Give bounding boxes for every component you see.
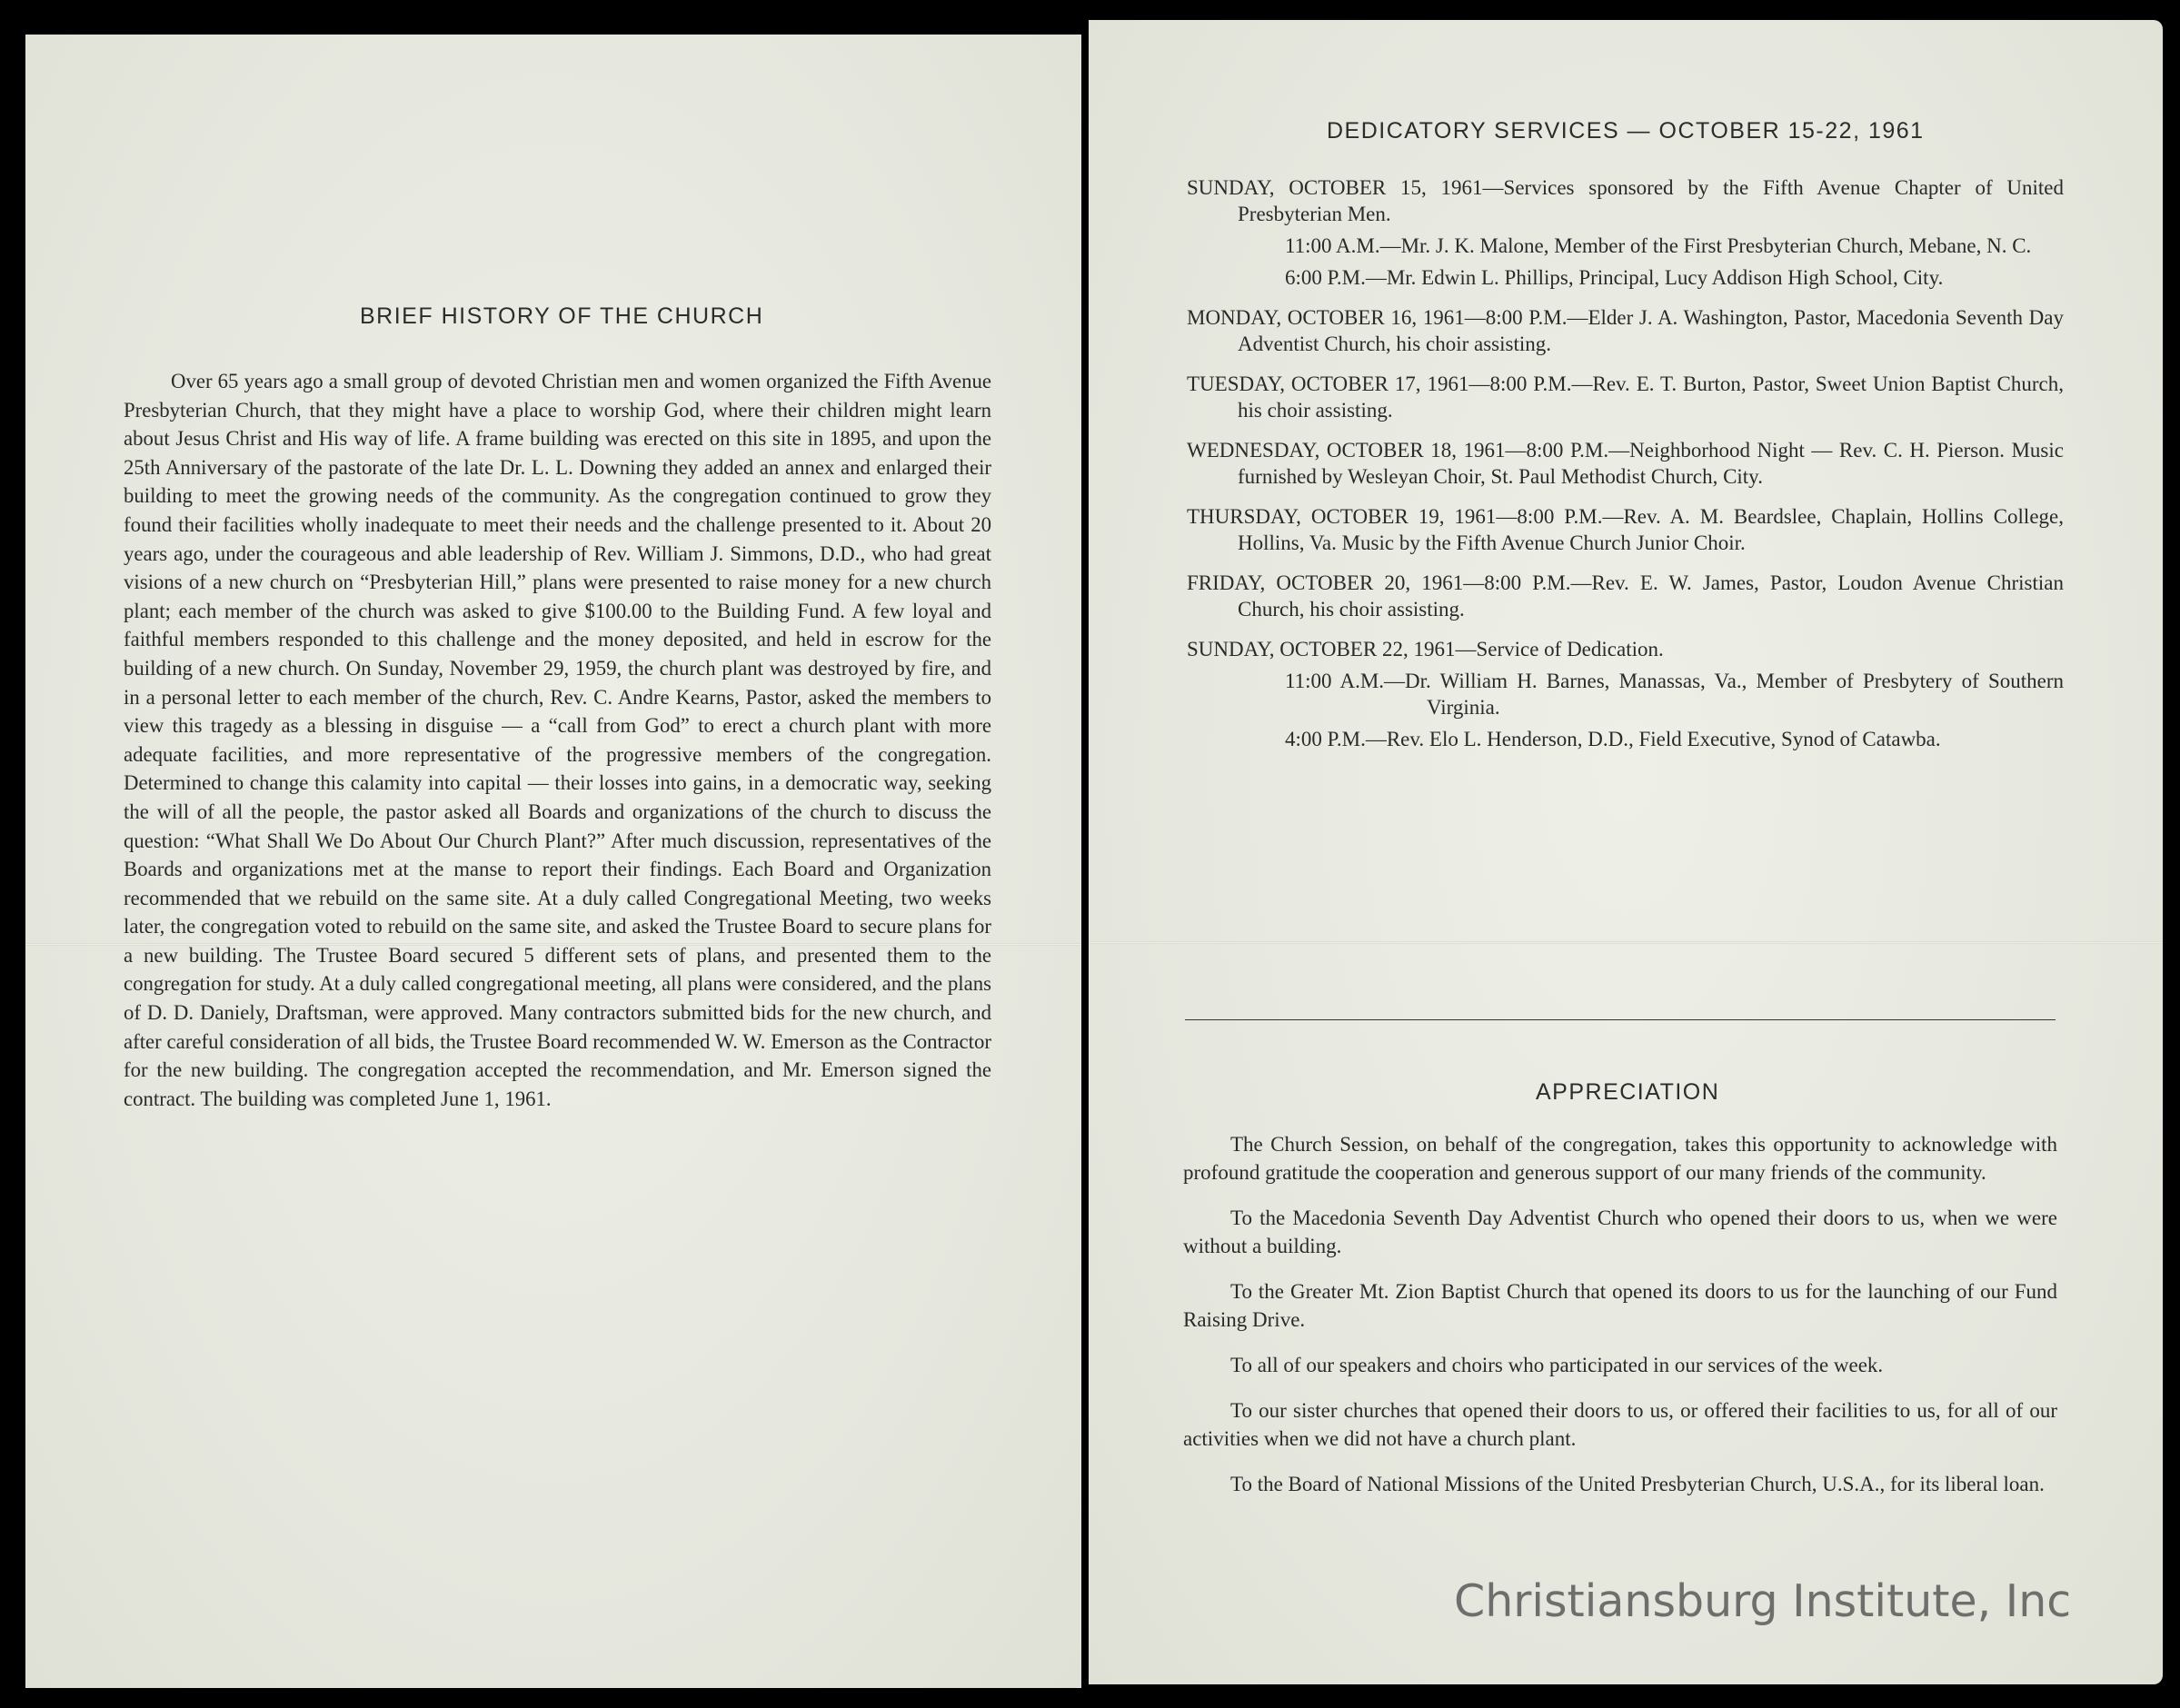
service-day-text: MONDAY, OCTOBER 16, 1961—8:00 P.M.—Elder J. A. Washington, Pastor, Macedonia Seventh Day Adventist Church, his choir assisting.	[1187, 306, 2064, 355]
left-page	[25, 35, 1081, 1688]
appreciation-paragraph: To the Greater Mt. Zion Baptist Church that opened its doors to us for the launching of our Fund Raising Drive.	[1183, 1280, 2057, 1331]
service-day-text: WEDNESDAY, OCTOBER 18, 1961—8:00 P.M.—Neighborhood Night — Rev. C. H. Pierson. Music furnished by Wesleyan Choir, St. Paul Methodist Church, City.	[1187, 439, 2064, 488]
service-day	[1187, 174, 2064, 291]
fold-crease	[1089, 941, 2163, 944]
appreciation-body	[1183, 1130, 2057, 1515]
service-day-text: TUESDAY, OCTOBER 17, 1961—8:00 P.M.—Rev. E. T. Burton, Pastor, Sweet Union Baptist Church, his choir assisting.	[1187, 372, 2064, 422]
service-time-entry: 4:00 P.M.—Rev. Elo L. Henderson, D.D., Field Executive, Synod of Catawba.	[1285, 728, 1941, 750]
service-day	[1187, 570, 2064, 622]
history-paragraph: Over 65 years ago a small group of devoted Christian men and women organized the Fifth Avenue Presbyterian Church, that they might have a place to worship God, where their children might learn about Jesus Christ and His way of life. A frame building was erected on this site in 1895, and upon the 25th Anniversary of the pastorate of the late Dr. L. L. Downing they added an annex and enlarged their building to meet the growing needs of the community. As the congregation continued to grow they found their facilities wholly inadequate to meet their needs and the challenge presented to it. About 20 years ago, under the courageous and able leadership of Rev. William J. Simmons, D.D., who had great visions of a new church on “Presbyterian Hill,” plans were presented to raise money for a new church plant; each member of the church was asked to give $100.00 to the Building Fund. A few loyal and faithful members responded to this challenge and the money deposited, and held in escrow for the building of a new church. On Sunday, November 29, 1959, the church plant was destroyed by fire, and in a personal letter to each member of the church, Rev. C. Andre Kearns, Pastor, asked the members to view this tragedy as a blessing in disguise — a “call from God” to erect a church plant with more adequate facilities, and more representative of the progressive members of the congregation. Determined to change this calamity into capital — their losses into gains, in a democratic way, seeking the will of all the people, the pastor asked all Boards and organizations of the church to discuss the question: “What Shall We Do About Our Church Plant?” After much discussion, representatives of the Boards and organizations met at the manse to report their findings. Each Board and Organization recommended that we rebuild on the same site. At a duly called Congregational Meeting, two weeks later, the congregation voted to rebuild on the same site, and asked the Trustee Board to secure plans for a new building. The Trustee Board secured 5 different sets of plans, and presented them to the congregation for study. At a duly called congregational meeting, all plans were considered, and the plans of D. D. Daniely, Draftsman, were approved. Many contractors submitted bids for the new church, and after careful consideration of all bids, the Trustee Board recommended W. W. Emerson as the Contractor for the new building. The congregation accepted the recommendation, and Mr. Emerson signed the contract. The building was completed June 1, 1961.	[124, 370, 991, 1110]
services-title: DEDICATORY SERVICES — OCTOBER 15-22, 1961	[1327, 118, 1925, 144]
watermark: Christiansburg Institute, Inc	[1454, 1575, 2072, 1627]
service-day	[1187, 437, 2064, 490]
services-schedule	[1187, 174, 2064, 766]
service-day	[1187, 371, 2064, 423]
service-day-text: SUNDAY, OCTOBER 22, 1961—Service of Dedication.	[1187, 638, 1664, 660]
section-divider	[1185, 1019, 2056, 1020]
service-time-entry: 11:00 A.M.—Mr. J. K. Malone, Member of the First Presbyterian Church, Mebane, N. C.	[1285, 234, 2032, 257]
history-body	[124, 367, 991, 1113]
service-day	[1187, 503, 2064, 556]
service-day	[1187, 304, 2064, 357]
service-time-entry: 11:00 A.M.—Dr. William H. Barnes, Manassas, Va., Member of Presbytery of Southern Virginia.	[1285, 670, 2064, 719]
right-page	[1089, 20, 2163, 1684]
history-title: BRIEF HISTORY OF THE CHURCH	[360, 303, 764, 329]
appreciation-paragraph: To the Board of National Missions of the United Presbyterian Church, U.S.A., for its liberal loan.	[1230, 1473, 2045, 1495]
appreciation-paragraph: The Church Session, on behalf of the congregation, takes this opportunity to acknowledge with profound gratitude the cooperation and generous support of our many friends of the community.	[1183, 1133, 2057, 1184]
appreciation-paragraph: To the Macedonia Seventh Day Adventist Church who opened their doors to us, when we were without a building.	[1183, 1207, 2057, 1257]
service-day-text: THURSDAY, OCTOBER 19, 1961—8:00 P.M.—Rev. A. M. Beardslee, Chaplain, Hollins College, Hollins, Va. Music by the Fifth Avenue Church Junior Choir.	[1187, 505, 2064, 554]
appreciation-title: APPRECIATION	[1536, 1079, 1720, 1105]
appreciation-paragraph: To all of our speakers and choirs who participated in our services of the week.	[1230, 1354, 1884, 1376]
service-day-text: SUNDAY, OCTOBER 15, 1961—Services sponsored by the Fifth Avenue Chapter of United Presbyterian Men.	[1187, 176, 2064, 225]
appreciation-paragraph: To our sister churches that opened their doors to us, or offered their facilities to us, for all of our activities when we did not have a church plant.	[1183, 1399, 2057, 1450]
service-day-text: FRIDAY, OCTOBER 20, 1961—8:00 P.M.—Rev. E. W. James, Pastor, Loudon Avenue Christian Church, his choir assisting.	[1187, 571, 2064, 621]
service-time-entry: 6:00 P.M.—Mr. Edwin L. Phillips, Principal, Lucy Addison High School, City.	[1285, 266, 1944, 289]
service-day	[1187, 636, 2064, 752]
